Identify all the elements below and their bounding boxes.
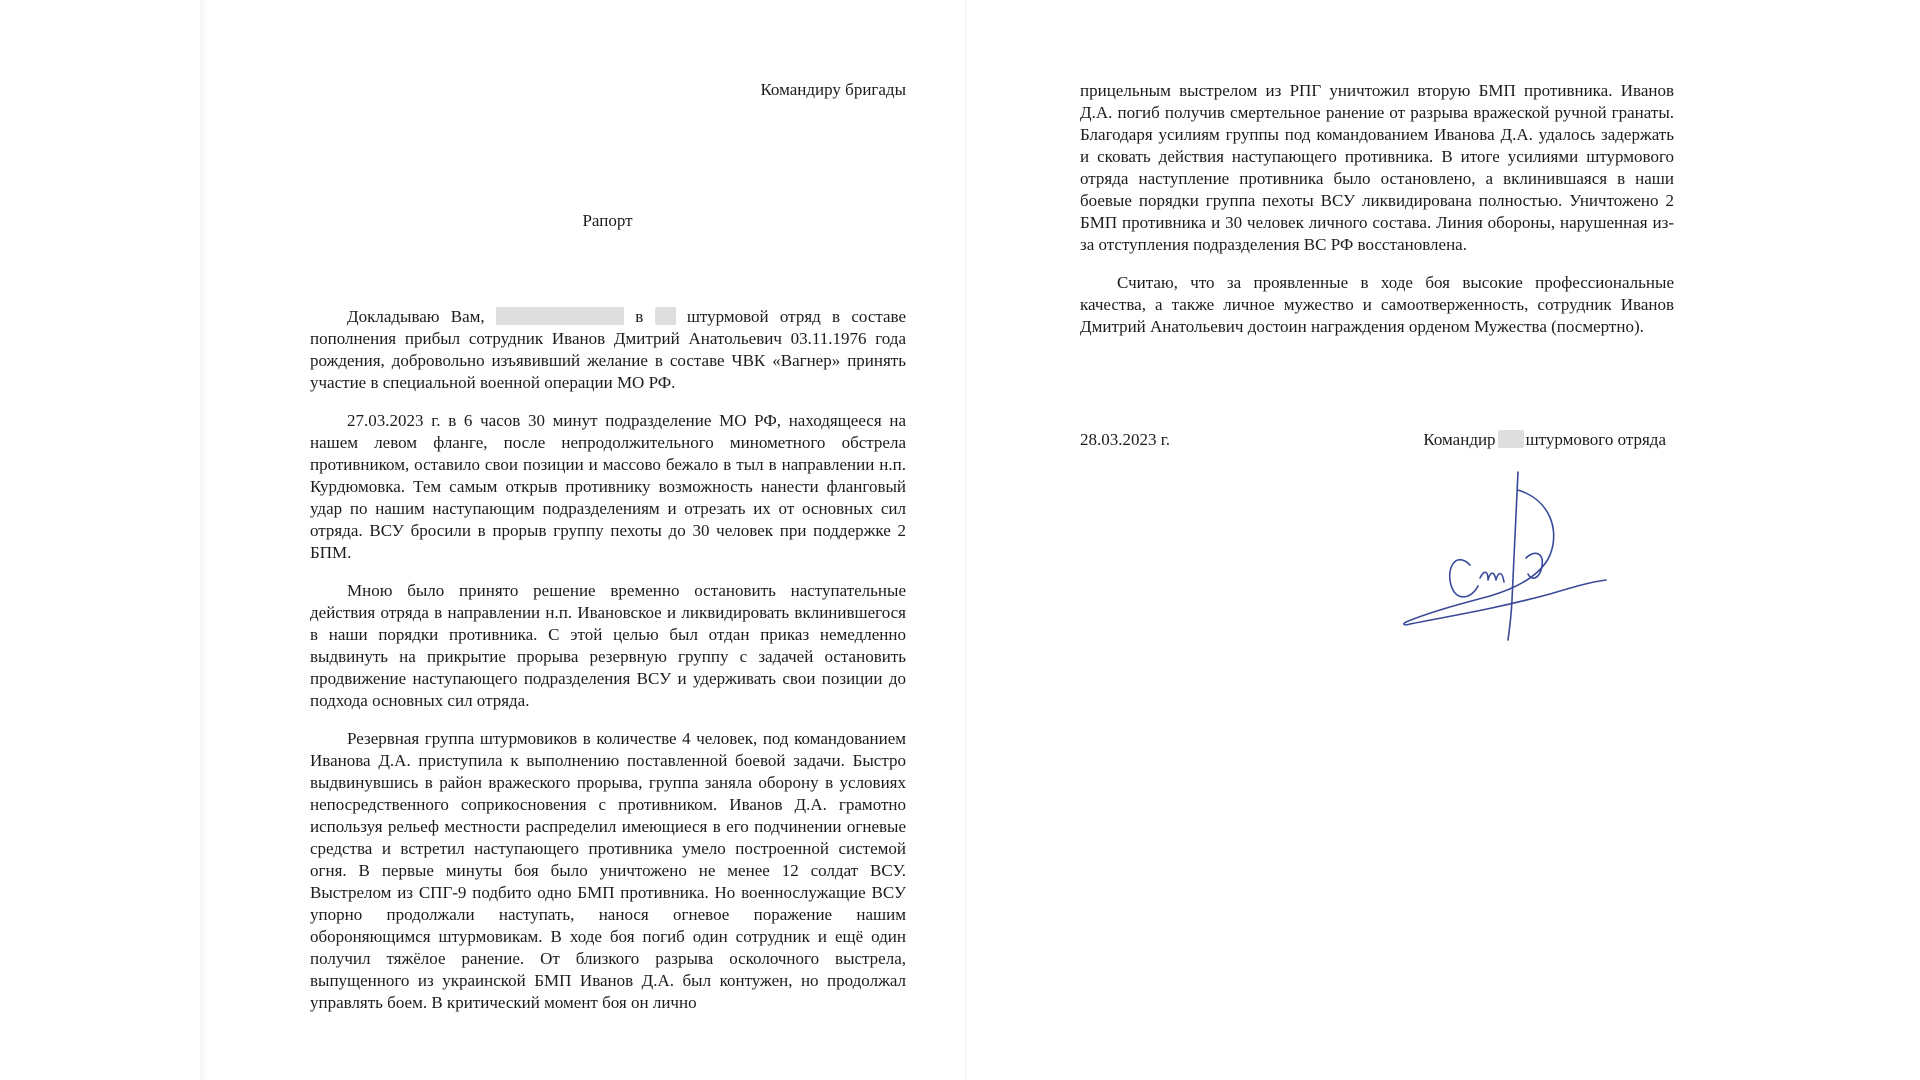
redacted-unit-number (655, 307, 676, 325)
handwritten-signature (1400, 470, 1610, 645)
paragraph-recommendation: Считаю, что за проявленные в ходе боя высокие профессиональные качества, а также личное мужество и самоотверженность, сотрудник Иванов Дмитрий Анатольевич достоин награждения орденом Мужества (посмертно). (1080, 273, 1674, 336)
signatory-title-start: Командир (1423, 430, 1496, 449)
signatory-title-end: штурмового отряда (1525, 430, 1666, 449)
paragraph-arrival-mid: в (635, 307, 644, 326)
paragraph-outcome: прицельным выстрелом из РПГ уничтожил вторую БМП противника. Иванов Д.А. погиб получив смертельное ранение от разрыва вражеской ручной гранаты. Благодаря усилиям группы под командованием Иванова Д.А. удалось задержать и сковать действия наступающего противника. В итоге усилиями штурмового отряда наступление противника было остановлено, а вклинившаяся в наши боевые порядки группа пехоты ВСУ ликвидирована полностью. Уничтожено 2 БМП противника и 30 человек личного состава. Линия обороны, нарушенная из-за отступления подразделения ВС РФ восстановлена. (1080, 81, 1674, 254)
paragraph-arrival (310, 306, 906, 394)
page-1-body (310, 306, 906, 1030)
redacted-date (496, 307, 624, 325)
addressee: Командиру бригады (760, 80, 906, 99)
redacted-unit-number-2 (1498, 430, 1524, 448)
page-divider (965, 0, 966, 1080)
paragraph-arrival-end: штурмовой отряд в составе пополнения прибыл сотрудник Иванов Дмитрий Анатольевич 03.11.1976 года рождения, добровольно изъявивший желание в составе ЧВК «Вагнер» принять участие в специальной военной операции МО РФ. (310, 307, 907, 392)
document-title: Рапорт (582, 211, 633, 230)
page-1 (200, 0, 960, 1080)
signatory-title (1423, 430, 1666, 450)
paragraph-decision: Мною было принято решение временно остановить наступательные действия отряда в направлении н.п. Ивановское и ликвидировать вклинившегося в наши порядки противника. С этой целью был отдан приказ немедленно выдвинуть на прикрытие прорыва резервную группу с задачей остановить продвижение наступающего подразделения ВСУ и удерживать свои позиции до подхода основных сил отряда. (310, 581, 906, 710)
paragraph-arrival-start: Докладываю Вам, (347, 307, 485, 326)
paragraph-retreat: 27.03.2023 г. в 6 часов 30 минут подразделение МО РФ, находящееся на нашем левом фланге, после непродолжительного минометного обстрела противником, оставило свои позиции и массово бежало в тыл в направлении н.п. Курдюмовка. Тем самым открыв противнику возможность нанести фланговый удар по нашим наступающим подразделениям и отрезать их от основных сил отряда. ВСУ бросили в прорыв группу пехоты до 30 человек при поддержке 2 БПМ. (310, 411, 906, 562)
page-2-body (1080, 80, 1674, 354)
report-date: 28.03.2023 г. (1080, 430, 1171, 449)
paragraph-battle: Резервная группа штурмовиков в количестве 4 человек, под командованием Иванова Д.А. приступила к выполнению поставленной боевой задачи. Быстро выдвинувшись в район вражеского прорыва, группа заняла оборону в условиях непосредственного соприкосновения с противником. Иванов Д.А. грамотно используя рельеф местности распределил имеющиеся в его подчинении огневые средства и встретил наступающего противника умело построенной системой огня. В первые минуты боя было уничтожено не менее 12 солдат ВСУ. Выстрелом из СПГ-9 подбито одно БМП противника. Но военнослужащие ВСУ упорно продолжали наступать, нанося огневое поражение нашим обороняющимся штурмовикам. В ходе боя погиб один сотрудник и ещё один получил тяжёлое ранение. От близкого разрыва осколочного выстрела, выпущенного из украинской БМП Иванов Д.А. был контужен, но продолжал управлять боем. В критический момент боя он лично (310, 729, 906, 1012)
